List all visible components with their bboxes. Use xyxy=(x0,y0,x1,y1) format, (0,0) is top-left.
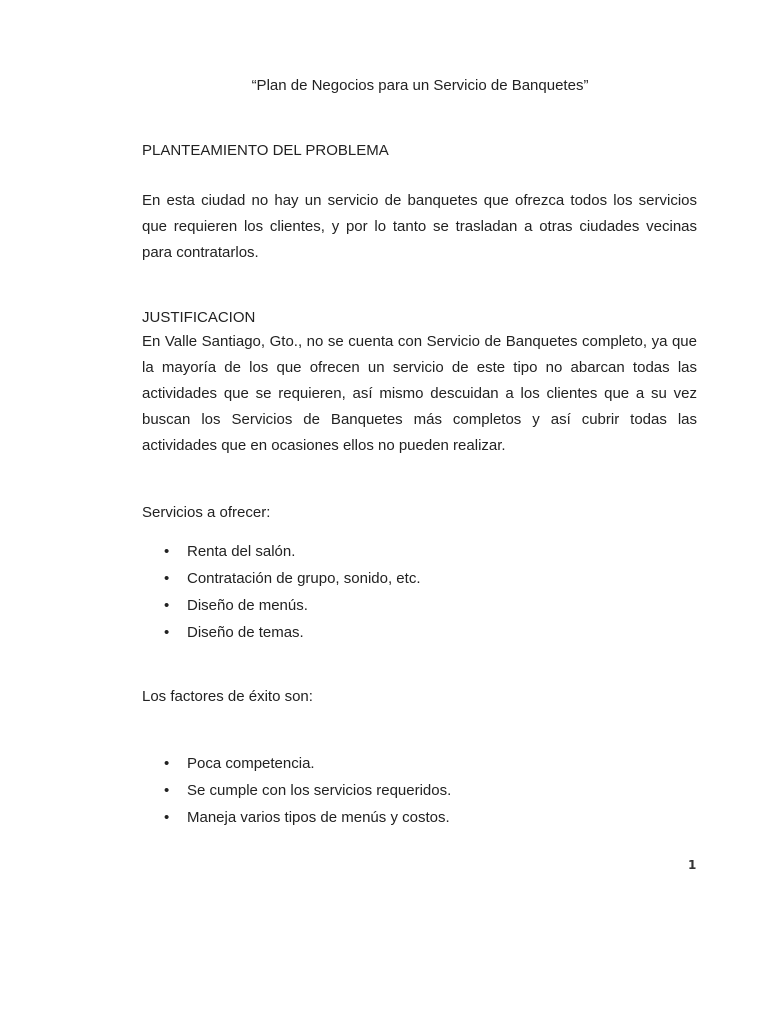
list-item xyxy=(142,592,420,619)
list-item xyxy=(142,750,451,777)
section-heading-planteamiento: PLANTEAMIENTO DEL PROBLEMA xyxy=(142,142,389,159)
services-label: Servicios a ofrecer: xyxy=(142,504,271,521)
list-item-text: Poca competencia. xyxy=(187,755,315,772)
bullet-icon: • xyxy=(164,543,170,560)
list-item-text: Renta del salón. xyxy=(187,543,296,560)
success-factors-list xyxy=(142,750,451,831)
list-item xyxy=(142,619,420,646)
list-item-text: Diseño de menús. xyxy=(187,597,308,614)
page-number: 1 xyxy=(688,858,697,872)
document-title: “Plan de Negocios para un Servicio de Banquetes” xyxy=(251,77,589,94)
list-item-text: Diseño de temas. xyxy=(187,624,304,641)
list-item xyxy=(142,565,420,592)
services-list xyxy=(142,538,420,646)
list-item-text: Se cumple con los servicios requeridos. xyxy=(187,782,452,799)
bullet-icon: • xyxy=(164,782,170,799)
bullet-icon: • xyxy=(164,755,170,772)
list-item xyxy=(142,804,451,831)
list-item xyxy=(142,538,420,565)
section-paragraph-justificacion: En Valle Santiago, Gto., no se cuenta con Servicio de Banquetes completo, ya que la mayoría de los que ofrecen un servicio de este tipo no abarcan todas las actividades que se requieren, así mismo descuidan a los clientes que a su vez buscan los Servicios de Banquetes más completos y así cubrir todas las actividades que en ocasiones ellos no pueden realizar. xyxy=(142,333,697,454)
list-item-text: Contratación de grupo, sonido, etc. xyxy=(187,570,421,587)
bullet-icon: • xyxy=(164,624,170,641)
list-item xyxy=(142,777,451,804)
bullet-icon: • xyxy=(164,570,170,587)
section-heading-justificacion: JUSTIFICACION xyxy=(142,309,256,326)
success-factors-label: Los factores de éxito son: xyxy=(142,688,313,705)
section-paragraph-planteamiento: En esta ciudad no hay un servicio de banquetes que ofrezca todos los servicios que requieren los clientes, y por lo tanto se trasladan a otras ciudades vecinas para contratarlos. xyxy=(142,192,697,261)
bullet-icon: • xyxy=(164,597,170,614)
bullet-icon: • xyxy=(164,809,170,826)
list-item-text: Maneja varios tipos de menús y costos. xyxy=(187,809,450,826)
